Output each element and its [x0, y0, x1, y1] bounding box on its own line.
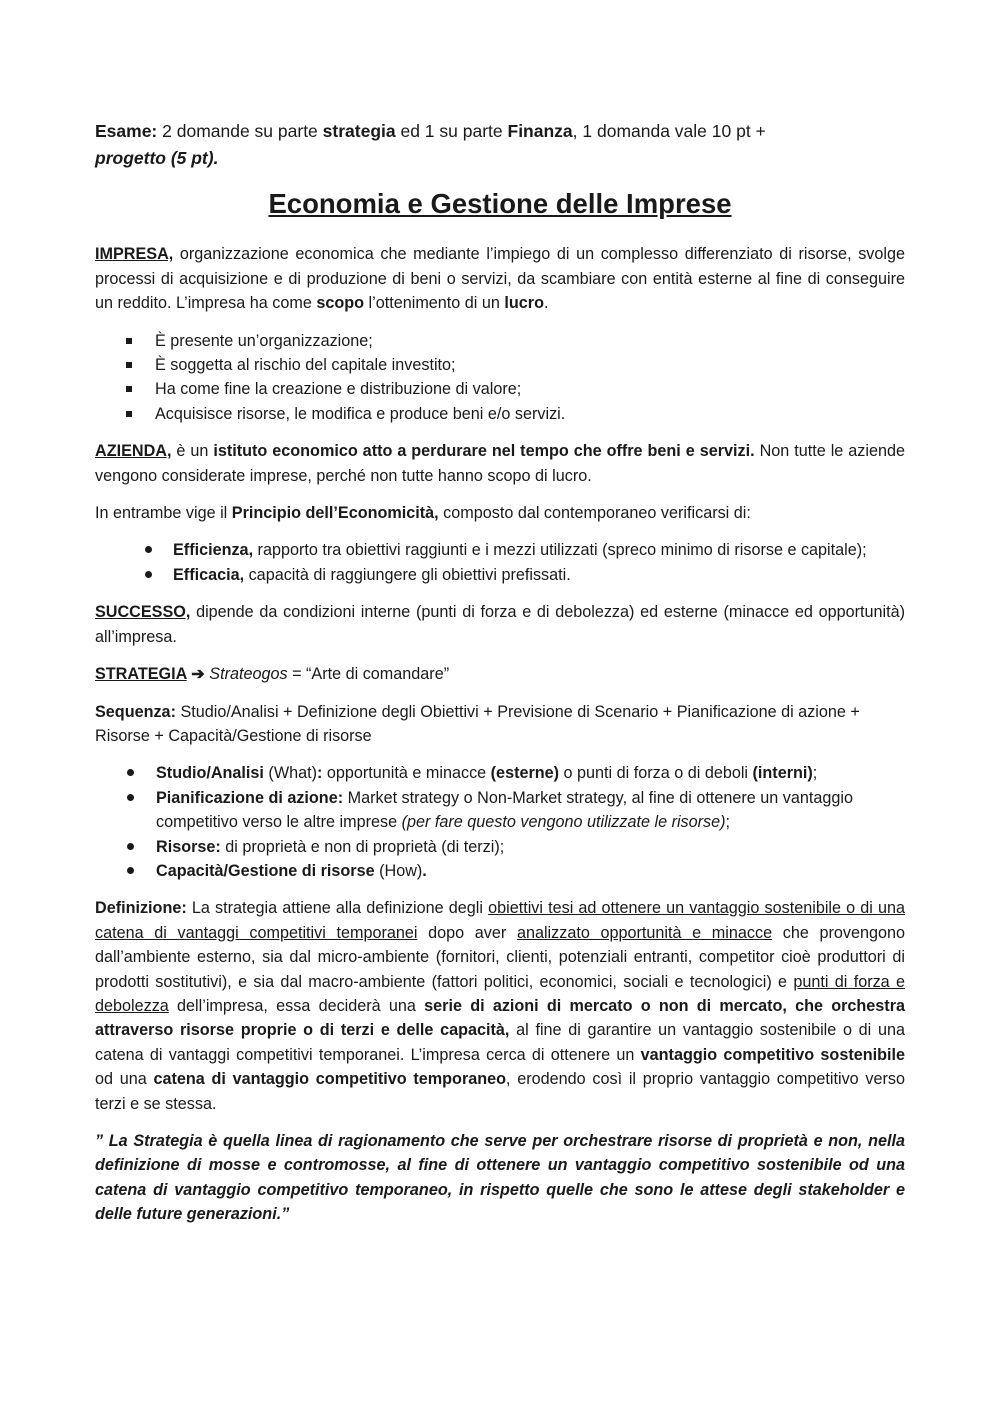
strategia-italic: Strateogos	[209, 665, 288, 684]
item-text: ;	[812, 764, 818, 783]
efficacia-text: capacità di raggiungere gli obiettivi prefissati.	[244, 565, 571, 584]
successo-paragraph	[95, 600, 905, 649]
item-bold: Pianificazione di azione:	[156, 788, 344, 807]
azienda-text: è un	[171, 442, 214, 461]
list-item	[95, 563, 905, 587]
definizione-underline: punti di forza e debolezza	[95, 972, 906, 1015]
impresa-scopo: scopo	[316, 294, 365, 313]
list-item	[95, 859, 905, 883]
exam-info	[95, 118, 905, 172]
exam-label: Esame:	[95, 121, 158, 141]
list-item: Ha come fine la creazione e distribuzione di valore;	[95, 377, 905, 401]
strategia-text: = “Arte di comandare”	[287, 665, 450, 684]
item-text: (What)	[263, 764, 317, 783]
item-bold: .	[422, 861, 427, 880]
impresa-text: l’ottenimento di un	[364, 294, 505, 313]
item-text: Market strategy o Non-Market strategy, al fine di ottenere un vantaggio competitivo verso le altre imprese	[156, 788, 853, 832]
definizione-text: od una	[95, 1070, 154, 1089]
item-bold: Studio/Analisi	[156, 764, 264, 783]
item-bold: (esterne)	[490, 764, 560, 783]
impresa-paragraph	[95, 242, 905, 315]
definizione-bold: catena di vantaggio competitivo temporaneo	[153, 1070, 507, 1089]
definizione-text: La strategia attiene alla definizione degli	[186, 899, 489, 918]
document-page	[95, 118, 905, 1227]
item-text: di proprietà e non di proprietà (di terzi);	[220, 837, 505, 856]
exam-strategia: strategia	[322, 121, 396, 141]
definizione-paragraph	[95, 896, 905, 1116]
definizione-underline: analizzato opportunità e minacce	[516, 923, 773, 942]
sequenza-text: Studio/Analisi + Definizione degli Obiettivi + Previsione di Scenario + Pianificazione di azione + Risorse + Capacità/Gestione di risorse	[95, 702, 860, 745]
azienda-term: AZIENDA,	[95, 442, 172, 461]
list-item	[95, 761, 905, 785]
exam-finanza: Finanza	[507, 121, 573, 141]
impresa-text: organizzazione economica che mediante l’impiego di un complesso differenziato di risorse, svolge processi di acquisizione e di produzione di beni o servizi, da scambiare con entità esterne al fine di conseguire un reddito. L’impresa ha come	[95, 245, 905, 313]
item-bold: Risorse:	[156, 837, 221, 856]
item-text: (How)	[374, 861, 423, 880]
strategia-term: STRATEGIA	[95, 665, 187, 684]
list-item: È presente un’organizzazione;	[95, 329, 905, 353]
impresa-bullet-list	[95, 329, 905, 427]
list-item: Acquisisce risorse, le modifica e produce beni e/o servizi.	[95, 402, 905, 426]
item-text: opportunità e minacce	[322, 764, 491, 783]
list-item	[95, 786, 905, 835]
definizione-bold: vantaggio competitivo sostenibile	[640, 1045, 905, 1064]
strategy-quote: ” La Strategia è quella linea di ragionamento che serve per orchestrare risorse di proprietà e non, nella definizione di mosse e contromosse, al fine di ottenere un vantaggio competitivo sostenibile od una catena di vantaggio competitivo temporaneo, in rispetto quelle che sono le attese degli stakeholder e delle future generazioni.”	[95, 1132, 905, 1224]
definizione-underline: obiettivi tesi ad ottenere un vantaggio sostenibile o di una catena di vantaggi competitivi temporanei	[95, 899, 905, 942]
exam-text: 2 domande su parte	[157, 121, 323, 141]
list-item	[95, 538, 905, 562]
exam-progetto: progetto (5 pt).	[95, 148, 219, 168]
successo-term: SUCCESSO,	[95, 603, 191, 622]
azienda-paragraph	[95, 439, 905, 488]
sequenza-label: Sequenza:	[95, 702, 176, 721]
impresa-lucro: lucro	[504, 294, 544, 313]
definizione-text: che provengono dall’ambiente esterno, sia dal micro-ambiente (fornitori, clienti, potenziali entranti, competitor cioè produttori di prodotti sostitutivi), e sia dal macro-ambiente (fattori politici, economici, sociali e tecnologici) e	[95, 923, 905, 991]
definizione-text: dell’impresa, essa deciderà una	[168, 996, 425, 1015]
item-bold: Capacità/Gestione di risorse	[156, 861, 375, 880]
list-item: È soggetta al rischio del capitale investito;	[95, 353, 905, 377]
impresa-text: .	[544, 294, 549, 313]
arrow-icon: ➔	[186, 665, 210, 684]
efficienza-text: rapporto tra obiettivi raggiunti e i mezzi utilizzati (spreco minimo di risorse e capitale);	[253, 541, 867, 560]
principio-bold: Principio dell’Economicità,	[231, 504, 439, 523]
definizione-bold: serie di azioni di mercato o non di mercato, che orchestra attraverso risorse proprie o di terzi e delle capacità,	[95, 996, 906, 1040]
definizione-label: Definizione:	[95, 899, 187, 918]
sequenza-paragraph	[95, 700, 905, 749]
sequenza-list	[95, 761, 905, 883]
principio-text: In entrambe vige il	[95, 504, 232, 523]
definizione-text: al fine di garantire un vantaggio sostenibile o di una catena di vantaggi competitivi temporanei. L’impresa cerca di ottenere un	[95, 1021, 905, 1064]
definizione-text: , erodendo così il proprio vantaggio competitivo verso terzi e se stessa.	[95, 1070, 905, 1113]
item-bold: (interni)	[752, 764, 813, 783]
efficacia-term: Efficacia,	[173, 565, 245, 584]
page-title: Economia e Gestione delle Imprese	[268, 188, 732, 219]
azienda-bold: istituto economico atto a perdurare nel tempo che offre beni e servizi.	[213, 442, 755, 461]
efficienza-term: Efficienza,	[173, 541, 254, 560]
item-bold: :	[317, 764, 323, 783]
principio-paragraph	[95, 501, 905, 525]
item-text: ;	[725, 813, 731, 832]
item-italic: (per fare questo vengono utilizzate le risorse)	[401, 813, 726, 832]
list-item	[95, 835, 905, 859]
strategia-paragraph	[95, 662, 905, 686]
azienda-text: Non tutte le aziende vengono considerate imprese, perché non tutte hanno scopo di lucro.	[95, 442, 905, 485]
definizione-text: dopo aver	[417, 923, 517, 942]
exam-text: , 1 domanda vale 10 pt +	[572, 121, 766, 141]
principio-text: composto dal contemporaneo verificarsi di:	[438, 504, 751, 523]
principio-list	[95, 538, 905, 587]
exam-text: ed 1 su parte	[395, 121, 508, 141]
item-text: o punti di forza o di deboli	[559, 764, 753, 783]
successo-text: dipende da condizioni interne (punti di forza e di debolezza) ed esterne (minacce ed opportunità) all’impresa.	[95, 603, 905, 646]
impresa-term: IMPRESA,	[95, 245, 174, 264]
